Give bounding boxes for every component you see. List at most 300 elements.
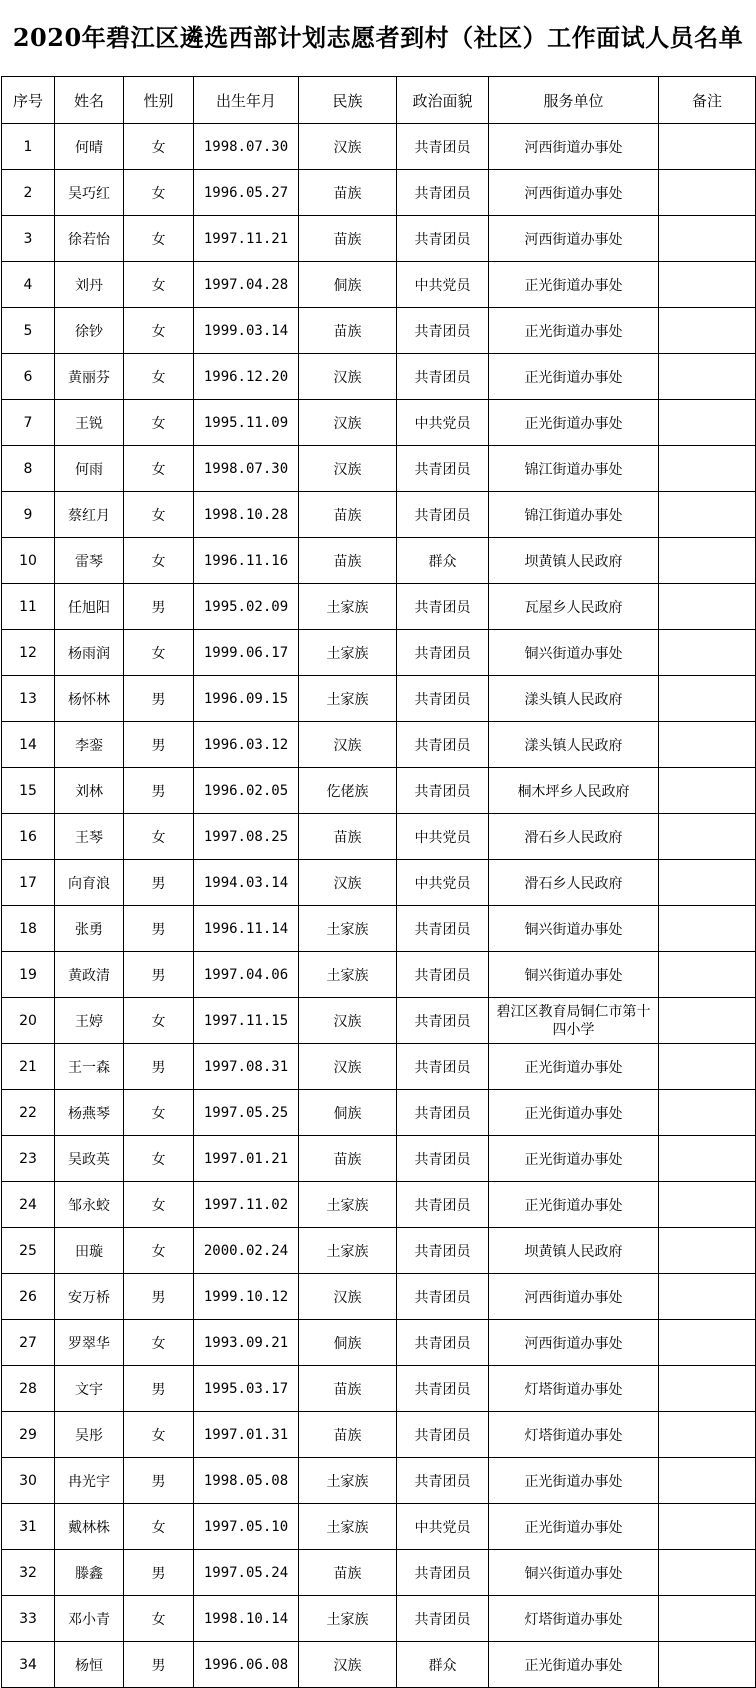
table-row bbox=[2, 538, 756, 584]
cell-gender: 男 bbox=[124, 1366, 194, 1412]
cell-remarks bbox=[659, 722, 756, 768]
cell-political-status: 共青团员 bbox=[397, 354, 489, 400]
cell-service-unit: 河西街道办事处 bbox=[489, 170, 659, 216]
cell-name: 吴政英 bbox=[55, 1136, 124, 1182]
cell-service-unit: 滑石乡人民政府 bbox=[489, 814, 659, 860]
cell-seq: 9 bbox=[2, 492, 55, 538]
cell-remarks bbox=[659, 1228, 756, 1274]
cell-name: 刘林 bbox=[55, 768, 124, 814]
table-row bbox=[2, 722, 756, 768]
cell-remarks bbox=[659, 1504, 756, 1550]
cell-political-status: 共青团员 bbox=[397, 1182, 489, 1228]
cell-ethnicity: 土家族 bbox=[299, 584, 397, 630]
cell-seq: 23 bbox=[2, 1136, 55, 1182]
cell-ethnicity: 汉族 bbox=[299, 998, 397, 1044]
cell-remarks bbox=[659, 1412, 756, 1458]
cell-ethnicity: 汉族 bbox=[299, 860, 397, 906]
cell-political-status: 共青团员 bbox=[397, 1458, 489, 1504]
cell-birth-date: 1999.06.17 bbox=[194, 630, 299, 676]
cell-birth-date: 1997.11.21 bbox=[194, 216, 299, 262]
cell-gender: 女 bbox=[124, 1596, 194, 1642]
table-row bbox=[2, 584, 756, 630]
cell-ethnicity: 汉族 bbox=[299, 400, 397, 446]
cell-remarks bbox=[659, 1458, 756, 1504]
cell-ethnicity: 汉族 bbox=[299, 124, 397, 170]
cell-service-unit: 正光街道办事处 bbox=[489, 1044, 659, 1090]
cell-remarks bbox=[659, 538, 756, 584]
cell-name: 任旭阳 bbox=[55, 584, 124, 630]
cell-service-unit: 河西街道办事处 bbox=[489, 124, 659, 170]
cell-remarks bbox=[659, 308, 756, 354]
cell-remarks bbox=[659, 768, 756, 814]
cell-name: 向育浪 bbox=[55, 860, 124, 906]
cell-birth-date: 1994.03.14 bbox=[194, 860, 299, 906]
table-row bbox=[2, 1274, 756, 1320]
table-header-row bbox=[2, 77, 756, 124]
cell-seq: 17 bbox=[2, 860, 55, 906]
table-row bbox=[2, 1090, 756, 1136]
cell-seq: 29 bbox=[2, 1412, 55, 1458]
cell-remarks bbox=[659, 584, 756, 630]
table-row bbox=[2, 1228, 756, 1274]
table-row bbox=[2, 1366, 756, 1412]
cell-seq: 26 bbox=[2, 1274, 55, 1320]
header-ethnicity: 民族 bbox=[299, 77, 397, 124]
table-row bbox=[2, 354, 756, 400]
cell-birth-date: 1998.10.28 bbox=[194, 492, 299, 538]
cell-political-status: 共青团员 bbox=[397, 446, 489, 492]
cell-name: 田璇 bbox=[55, 1228, 124, 1274]
cell-gender: 女 bbox=[124, 538, 194, 584]
cell-service-unit: 河西街道办事处 bbox=[489, 1274, 659, 1320]
cell-gender: 女 bbox=[124, 1090, 194, 1136]
cell-remarks bbox=[659, 170, 756, 216]
cell-ethnicity: 汉族 bbox=[299, 1044, 397, 1090]
cell-ethnicity: 土家族 bbox=[299, 1228, 397, 1274]
cell-seq: 8 bbox=[2, 446, 55, 492]
cell-remarks bbox=[659, 1320, 756, 1366]
cell-birth-date: 1997.01.21 bbox=[194, 1136, 299, 1182]
cell-service-unit: 铜兴街道办事处 bbox=[489, 1550, 659, 1596]
cell-birth-date: 1997.11.15 bbox=[194, 998, 299, 1044]
cell-remarks bbox=[659, 906, 756, 952]
cell-service-unit: 正光街道办事处 bbox=[489, 308, 659, 354]
table-row bbox=[2, 124, 756, 170]
cell-ethnicity: 汉族 bbox=[299, 354, 397, 400]
cell-service-unit: 灯塔街道办事处 bbox=[489, 1596, 659, 1642]
cell-remarks bbox=[659, 952, 756, 998]
cell-remarks bbox=[659, 1090, 756, 1136]
cell-political-status: 共青团员 bbox=[397, 1550, 489, 1596]
cell-birth-date: 1995.02.09 bbox=[194, 584, 299, 630]
cell-service-unit: 灯塔街道办事处 bbox=[489, 1366, 659, 1412]
cell-remarks bbox=[659, 998, 756, 1044]
cell-gender: 女 bbox=[124, 1320, 194, 1366]
cell-seq: 13 bbox=[2, 676, 55, 722]
cell-service-unit: 铜兴街道办事处 bbox=[489, 906, 659, 952]
cell-seq: 7 bbox=[2, 400, 55, 446]
cell-seq: 19 bbox=[2, 952, 55, 998]
cell-name: 王一森 bbox=[55, 1044, 124, 1090]
cell-seq: 3 bbox=[2, 216, 55, 262]
cell-service-unit: 桐木坪乡人民政府 bbox=[489, 768, 659, 814]
cell-political-status: 共青团员 bbox=[397, 768, 489, 814]
cell-ethnicity: 苗族 bbox=[299, 492, 397, 538]
table-row bbox=[2, 814, 756, 860]
cell-ethnicity: 土家族 bbox=[299, 630, 397, 676]
table-row bbox=[2, 1182, 756, 1228]
cell-seq: 21 bbox=[2, 1044, 55, 1090]
cell-name: 文宇 bbox=[55, 1366, 124, 1412]
cell-ethnicity: 苗族 bbox=[299, 1366, 397, 1412]
cell-gender: 男 bbox=[124, 1550, 194, 1596]
cell-remarks bbox=[659, 446, 756, 492]
cell-birth-date: 1997.08.25 bbox=[194, 814, 299, 860]
table-row bbox=[2, 952, 756, 998]
cell-seq: 32 bbox=[2, 1550, 55, 1596]
cell-ethnicity: 土家族 bbox=[299, 1182, 397, 1228]
cell-political-status: 共青团员 bbox=[397, 1090, 489, 1136]
cell-service-unit: 铜兴街道办事处 bbox=[489, 952, 659, 998]
cell-ethnicity: 苗族 bbox=[299, 814, 397, 860]
cell-birth-date: 1997.08.31 bbox=[194, 1044, 299, 1090]
cell-name: 冉光宇 bbox=[55, 1458, 124, 1504]
cell-seq: 15 bbox=[2, 768, 55, 814]
table-row bbox=[2, 170, 756, 216]
cell-name: 戴林株 bbox=[55, 1504, 124, 1550]
cell-gender: 男 bbox=[124, 676, 194, 722]
cell-political-status: 共青团员 bbox=[397, 584, 489, 630]
cell-service-unit: 正光街道办事处 bbox=[489, 1504, 659, 1550]
table-row bbox=[2, 492, 756, 538]
cell-service-unit: 正光街道办事处 bbox=[489, 1090, 659, 1136]
cell-birth-date: 1998.10.14 bbox=[194, 1596, 299, 1642]
cell-political-status: 中共党员 bbox=[397, 400, 489, 446]
cell-gender: 女 bbox=[124, 1136, 194, 1182]
cell-seq: 14 bbox=[2, 722, 55, 768]
header-name: 姓名 bbox=[55, 77, 124, 124]
cell-political-status: 共青团员 bbox=[397, 1596, 489, 1642]
cell-gender: 女 bbox=[124, 630, 194, 676]
table-row bbox=[2, 1642, 756, 1688]
cell-service-unit: 坝黄镇人民政府 bbox=[489, 1228, 659, 1274]
cell-name: 雷琴 bbox=[55, 538, 124, 584]
cell-service-unit: 碧江区教育局铜仁市第十四小学 bbox=[489, 998, 659, 1044]
cell-birth-date: 1996.09.15 bbox=[194, 676, 299, 722]
cell-political-status: 共青团员 bbox=[397, 952, 489, 998]
cell-remarks bbox=[659, 860, 756, 906]
header-gender: 性别 bbox=[124, 77, 194, 124]
cell-seq: 34 bbox=[2, 1642, 55, 1688]
cell-ethnicity: 侗族 bbox=[299, 1320, 397, 1366]
cell-gender: 女 bbox=[124, 1182, 194, 1228]
cell-gender: 女 bbox=[124, 1412, 194, 1458]
cell-ethnicity: 汉族 bbox=[299, 1642, 397, 1688]
cell-remarks bbox=[659, 1274, 756, 1320]
cell-service-unit: 正光街道办事处 bbox=[489, 400, 659, 446]
cell-political-status: 共青团员 bbox=[397, 170, 489, 216]
cell-birth-date: 1996.03.12 bbox=[194, 722, 299, 768]
cell-remarks bbox=[659, 676, 756, 722]
cell-political-status: 共青团员 bbox=[397, 630, 489, 676]
cell-ethnicity: 侗族 bbox=[299, 262, 397, 308]
table-row bbox=[2, 1504, 756, 1550]
header-remarks: 备注 bbox=[659, 77, 756, 124]
cell-service-unit: 锦江街道办事处 bbox=[489, 446, 659, 492]
cell-name: 王锐 bbox=[55, 400, 124, 446]
table-row bbox=[2, 1320, 756, 1366]
cell-seq: 12 bbox=[2, 630, 55, 676]
cell-birth-date: 1997.11.02 bbox=[194, 1182, 299, 1228]
cell-gender: 男 bbox=[124, 906, 194, 952]
table-row bbox=[2, 630, 756, 676]
cell-birth-date: 1996.02.05 bbox=[194, 768, 299, 814]
cell-political-status: 群众 bbox=[397, 1642, 489, 1688]
cell-service-unit: 河西街道办事处 bbox=[489, 1320, 659, 1366]
cell-political-status: 中共党员 bbox=[397, 814, 489, 860]
cell-gender: 女 bbox=[124, 1228, 194, 1274]
cell-birth-date: 1997.01.31 bbox=[194, 1412, 299, 1458]
cell-political-status: 共青团员 bbox=[397, 676, 489, 722]
cell-gender: 男 bbox=[124, 768, 194, 814]
cell-name: 杨雨润 bbox=[55, 630, 124, 676]
cell-birth-date: 1993.09.21 bbox=[194, 1320, 299, 1366]
cell-political-status: 共青团员 bbox=[397, 1228, 489, 1274]
cell-political-status: 群众 bbox=[397, 538, 489, 584]
cell-name: 黄丽芬 bbox=[55, 354, 124, 400]
table-row bbox=[2, 216, 756, 262]
cell-political-status: 共青团员 bbox=[397, 1136, 489, 1182]
cell-ethnicity: 苗族 bbox=[299, 1136, 397, 1182]
table-row bbox=[2, 768, 756, 814]
cell-service-unit: 灯塔街道办事处 bbox=[489, 1412, 659, 1458]
cell-seq: 5 bbox=[2, 308, 55, 354]
cell-service-unit: 瓦屋乡人民政府 bbox=[489, 584, 659, 630]
cell-remarks bbox=[659, 262, 756, 308]
table-row bbox=[2, 906, 756, 952]
cell-ethnicity: 苗族 bbox=[299, 538, 397, 584]
cell-gender: 男 bbox=[124, 1642, 194, 1688]
cell-name: 张勇 bbox=[55, 906, 124, 952]
cell-birth-date: 1997.05.10 bbox=[194, 1504, 299, 1550]
cell-service-unit: 正光街道办事处 bbox=[489, 262, 659, 308]
cell-seq: 11 bbox=[2, 584, 55, 630]
cell-name: 杨燕琴 bbox=[55, 1090, 124, 1136]
cell-service-unit: 正光街道办事处 bbox=[489, 1182, 659, 1228]
cell-seq: 10 bbox=[2, 538, 55, 584]
cell-gender: 女 bbox=[124, 492, 194, 538]
cell-gender: 女 bbox=[124, 262, 194, 308]
cell-gender: 男 bbox=[124, 1044, 194, 1090]
cell-gender: 男 bbox=[124, 860, 194, 906]
cell-ethnicity: 苗族 bbox=[299, 170, 397, 216]
cell-service-unit: 锦江街道办事处 bbox=[489, 492, 659, 538]
cell-seq: 20 bbox=[2, 998, 55, 1044]
cell-name: 罗翠华 bbox=[55, 1320, 124, 1366]
cell-seq: 16 bbox=[2, 814, 55, 860]
cell-political-status: 共青团员 bbox=[397, 124, 489, 170]
cell-ethnicity: 土家族 bbox=[299, 1596, 397, 1642]
cell-ethnicity: 汉族 bbox=[299, 722, 397, 768]
cell-service-unit: 滑石乡人民政府 bbox=[489, 860, 659, 906]
cell-service-unit: 正光街道办事处 bbox=[489, 354, 659, 400]
cell-name: 徐若怡 bbox=[55, 216, 124, 262]
cell-birth-date: 1998.07.30 bbox=[194, 124, 299, 170]
cell-political-status: 共青团员 bbox=[397, 1044, 489, 1090]
cell-remarks bbox=[659, 1366, 756, 1412]
cell-seq: 22 bbox=[2, 1090, 55, 1136]
cell-birth-date: 1998.07.30 bbox=[194, 446, 299, 492]
cell-remarks bbox=[659, 354, 756, 400]
cell-remarks bbox=[659, 400, 756, 446]
cell-gender: 女 bbox=[124, 216, 194, 262]
cell-remarks bbox=[659, 814, 756, 860]
cell-political-status: 共青团员 bbox=[397, 492, 489, 538]
cell-remarks bbox=[659, 1596, 756, 1642]
cell-birth-date: 1996.12.20 bbox=[194, 354, 299, 400]
cell-seq: 18 bbox=[2, 906, 55, 952]
cell-birth-date: 1997.05.25 bbox=[194, 1090, 299, 1136]
cell-gender: 男 bbox=[124, 722, 194, 768]
cell-political-status: 共青团员 bbox=[397, 906, 489, 952]
cell-remarks bbox=[659, 1182, 756, 1228]
cell-remarks bbox=[659, 630, 756, 676]
cell-gender: 女 bbox=[124, 354, 194, 400]
cell-birth-date: 1997.04.28 bbox=[194, 262, 299, 308]
cell-seq: 31 bbox=[2, 1504, 55, 1550]
cell-name: 黄政清 bbox=[55, 952, 124, 998]
cell-service-unit: 正光街道办事处 bbox=[489, 1458, 659, 1504]
cell-service-unit: 正光街道办事处 bbox=[489, 1136, 659, 1182]
cell-gender: 女 bbox=[124, 814, 194, 860]
cell-seq: 25 bbox=[2, 1228, 55, 1274]
document-title: 2020年碧江区遴选西部计划志愿者到村（社区）工作面试人员名单 bbox=[12, 23, 744, 52]
cell-political-status: 共青团员 bbox=[397, 1274, 489, 1320]
cell-name: 刘丹 bbox=[55, 262, 124, 308]
cell-service-unit: 铜兴街道办事处 bbox=[489, 630, 659, 676]
cell-remarks bbox=[659, 1642, 756, 1688]
cell-remarks bbox=[659, 1550, 756, 1596]
cell-ethnicity: 仡佬族 bbox=[299, 768, 397, 814]
cell-remarks bbox=[659, 216, 756, 262]
cell-name: 王琴 bbox=[55, 814, 124, 860]
cell-service-unit: 漾头镇人民政府 bbox=[489, 676, 659, 722]
cell-birth-date: 1995.03.17 bbox=[194, 1366, 299, 1412]
cell-political-status: 共青团员 bbox=[397, 998, 489, 1044]
cell-gender: 男 bbox=[124, 1458, 194, 1504]
cell-name: 杨怀林 bbox=[55, 676, 124, 722]
table-row bbox=[2, 1412, 756, 1458]
cell-seq: 33 bbox=[2, 1596, 55, 1642]
cell-ethnicity: 苗族 bbox=[299, 1550, 397, 1596]
cell-name: 滕鑫 bbox=[55, 1550, 124, 1596]
cell-birth-date: 1997.04.06 bbox=[194, 952, 299, 998]
cell-ethnicity: 土家族 bbox=[299, 1458, 397, 1504]
cell-gender: 男 bbox=[124, 1274, 194, 1320]
cell-service-unit: 正光街道办事处 bbox=[489, 1642, 659, 1688]
cell-seq: 27 bbox=[2, 1320, 55, 1366]
cell-political-status: 共青团员 bbox=[397, 1366, 489, 1412]
cell-remarks bbox=[659, 1136, 756, 1182]
cell-name: 徐钞 bbox=[55, 308, 124, 354]
table-row bbox=[2, 308, 756, 354]
cell-service-unit: 漾头镇人民政府 bbox=[489, 722, 659, 768]
cell-birth-date: 2000.02.24 bbox=[194, 1228, 299, 1274]
cell-ethnicity: 土家族 bbox=[299, 952, 397, 998]
cell-ethnicity: 侗族 bbox=[299, 1090, 397, 1136]
cell-seq: 2 bbox=[2, 170, 55, 216]
cell-ethnicity: 土家族 bbox=[299, 1504, 397, 1550]
cell-remarks bbox=[659, 1044, 756, 1090]
cell-gender: 女 bbox=[124, 400, 194, 446]
cell-political-status: 共青团员 bbox=[397, 1320, 489, 1366]
table-row bbox=[2, 860, 756, 906]
cell-ethnicity: 汉族 bbox=[299, 1274, 397, 1320]
cell-birth-date: 1998.05.08 bbox=[194, 1458, 299, 1504]
cell-name: 蔡红月 bbox=[55, 492, 124, 538]
cell-gender: 女 bbox=[124, 124, 194, 170]
table-row bbox=[2, 1550, 756, 1596]
cell-ethnicity: 苗族 bbox=[299, 216, 397, 262]
cell-political-status: 共青团员 bbox=[397, 1412, 489, 1458]
cell-seq: 1 bbox=[2, 124, 55, 170]
cell-gender: 男 bbox=[124, 952, 194, 998]
table-row bbox=[2, 1596, 756, 1642]
cell-ethnicity: 苗族 bbox=[299, 1412, 397, 1458]
cell-name: 杨恒 bbox=[55, 1642, 124, 1688]
cell-birth-date: 1997.05.24 bbox=[194, 1550, 299, 1596]
table-row bbox=[2, 1458, 756, 1504]
cell-seq: 4 bbox=[2, 262, 55, 308]
cell-name: 吴彤 bbox=[55, 1412, 124, 1458]
cell-name: 何雨 bbox=[55, 446, 124, 492]
cell-political-status: 共青团员 bbox=[397, 308, 489, 354]
cell-ethnicity: 苗族 bbox=[299, 308, 397, 354]
table-row bbox=[2, 400, 756, 446]
cell-political-status: 中共党员 bbox=[397, 860, 489, 906]
cell-political-status: 中共党员 bbox=[397, 262, 489, 308]
cell-gender: 女 bbox=[124, 998, 194, 1044]
cell-name: 李銮 bbox=[55, 722, 124, 768]
table-row bbox=[2, 262, 756, 308]
header-birth-date: 出生年月 bbox=[194, 77, 299, 124]
cell-birth-date: 1999.03.14 bbox=[194, 308, 299, 354]
cell-gender: 女 bbox=[124, 446, 194, 492]
cell-ethnicity: 土家族 bbox=[299, 676, 397, 722]
header-seq: 序号 bbox=[2, 77, 55, 124]
cell-name: 邓小青 bbox=[55, 1596, 124, 1642]
header-service-unit: 服务单位 bbox=[489, 77, 659, 124]
cell-remarks bbox=[659, 492, 756, 538]
cell-seq: 24 bbox=[2, 1182, 55, 1228]
cell-gender: 女 bbox=[124, 308, 194, 354]
cell-service-unit: 河西街道办事处 bbox=[489, 216, 659, 262]
cell-seq: 28 bbox=[2, 1366, 55, 1412]
cell-seq: 30 bbox=[2, 1458, 55, 1504]
cell-name: 王婷 bbox=[55, 998, 124, 1044]
cell-birth-date: 1996.06.08 bbox=[194, 1642, 299, 1688]
cell-name: 何晴 bbox=[55, 124, 124, 170]
cell-political-status: 中共党员 bbox=[397, 1504, 489, 1550]
cell-ethnicity: 土家族 bbox=[299, 906, 397, 952]
table-row bbox=[2, 676, 756, 722]
cell-name: 吴巧红 bbox=[55, 170, 124, 216]
cell-gender: 女 bbox=[124, 1504, 194, 1550]
cell-political-status: 共青团员 bbox=[397, 216, 489, 262]
cell-gender: 男 bbox=[124, 584, 194, 630]
cell-political-status: 共青团员 bbox=[397, 722, 489, 768]
cell-birth-date: 1999.10.12 bbox=[194, 1274, 299, 1320]
